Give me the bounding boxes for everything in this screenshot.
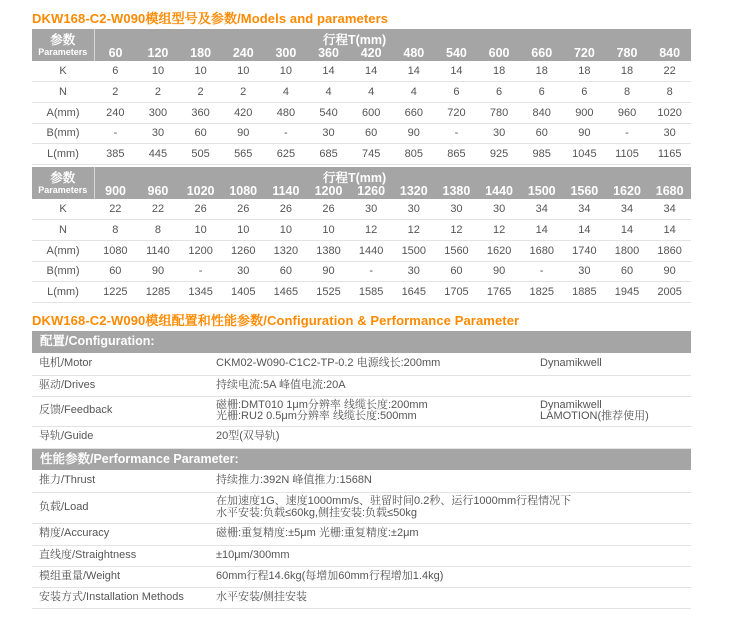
table-cell: 12 — [478, 220, 521, 241]
motor-value: CKM02-W090-C1C2-TP-0.2 电源线长:200mm — [216, 357, 441, 369]
load-line-2: 水平安装:负载≤60kg,侧挂安装:负载≤50kg — [216, 506, 417, 519]
table-cell: 30 — [478, 199, 521, 220]
stroke-header-cell: 720 — [563, 29, 606, 61]
weight-row — [32, 566, 691, 587]
feedback-line-2: 光栅:RU2 0.5μm分辨率 线缆长度:500mm — [216, 410, 417, 422]
table-cell: 1260 — [222, 240, 265, 261]
table-cell: 1825 — [520, 282, 563, 303]
row-label: L(mm) — [32, 144, 94, 165]
table-cell: 1885 — [563, 282, 606, 303]
row-label: K — [32, 199, 94, 220]
table-cell: 60 — [94, 261, 137, 282]
table-cell: 925 — [478, 144, 521, 165]
feedback-brand-1: Dynamikwell — [540, 398, 602, 411]
table-cell: 240 — [94, 102, 137, 123]
motor-label: 电机/Motor — [32, 353, 212, 375]
table-cell: 6 — [520, 82, 563, 103]
table-row — [32, 123, 691, 144]
table-cell: 1405 — [222, 282, 265, 303]
table-cell: - — [265, 123, 308, 144]
stroke-header-cell: 1020 — [179, 167, 222, 199]
table-cell: 1680 — [520, 240, 563, 261]
weight-value: 60mm行程14.6kg(每增加60mm行程增加1.4kg) — [212, 566, 691, 587]
table-cell: 2 — [94, 82, 137, 103]
performance-header: 性能参数/Performance Parameter: — [32, 448, 691, 470]
table-cell: 360 — [179, 102, 222, 123]
table-cell: 2 — [179, 82, 222, 103]
table-cell: 1560 — [435, 240, 478, 261]
stroke-header-cell: 300 — [265, 29, 308, 61]
table-cell: 30 — [137, 123, 180, 144]
table-cell: 60 — [179, 123, 222, 144]
thrust-value: 持续推力:392N 峰值推力:1568N — [212, 470, 691, 492]
table-cell: 1500 — [392, 240, 435, 261]
table-cell: 1105 — [606, 144, 649, 165]
table-cell: 1945 — [606, 282, 649, 303]
stroke-title: 行程T(mm) — [323, 171, 387, 185]
table-cell: 10 — [265, 220, 308, 241]
table-row — [32, 240, 691, 261]
table-cell: 660 — [392, 102, 435, 123]
row-label: K — [32, 61, 94, 82]
table-cell: 26 — [307, 199, 350, 220]
table-cell: - — [606, 123, 649, 144]
table-cell: 1020 — [648, 102, 691, 123]
table-cell: 1380 — [307, 240, 350, 261]
table-cell: 600 — [350, 102, 393, 123]
table-cell: 90 — [137, 261, 180, 282]
thrust-label: 推力/Thrust — [32, 470, 212, 492]
table-cell: 540 — [307, 102, 350, 123]
table-cell: 60 — [435, 261, 478, 282]
table-cell: 780 — [478, 102, 521, 123]
table-cell: 985 — [520, 144, 563, 165]
table-cell: 1585 — [350, 282, 393, 303]
motor-row — [32, 353, 691, 375]
table-cell: 30 — [307, 123, 350, 144]
stroke-header-cell: 480 — [392, 29, 435, 61]
load-label: 负载/Load — [32, 492, 212, 523]
table-row — [32, 82, 691, 103]
table-cell: 1225 — [94, 282, 137, 303]
parameters-header-cell — [32, 167, 94, 199]
table-row — [32, 282, 691, 303]
feedback-label: 反馈/Feedback — [32, 396, 212, 426]
table-cell: 10 — [222, 220, 265, 241]
parameters-header-en: Parameters — [38, 46, 88, 57]
table-cell: 840 — [520, 102, 563, 123]
table-cell: 805 — [392, 144, 435, 165]
table-cell: 34 — [606, 199, 649, 220]
table-cell: 1285 — [137, 282, 180, 303]
table-cell: 30 — [435, 199, 478, 220]
row-label: A(mm) — [32, 240, 94, 261]
straightness-label: 直线度/Straightness — [32, 545, 212, 566]
table-cell: 30 — [563, 261, 606, 282]
table-cell: 1465 — [265, 282, 308, 303]
table-cell: 18 — [520, 61, 563, 82]
table-cell: 12 — [350, 220, 393, 241]
table-cell: 10 — [137, 61, 180, 82]
table-cell: 4 — [392, 82, 435, 103]
table-cell: 26 — [265, 199, 308, 220]
table-row — [32, 220, 691, 241]
table-cell: 12 — [435, 220, 478, 241]
table-cell: 6 — [435, 82, 478, 103]
stroke-header-cell: 1560 — [563, 167, 606, 199]
row-label: B(mm) — [32, 123, 94, 144]
table-cell: 18 — [478, 61, 521, 82]
table-cell: 60 — [606, 261, 649, 282]
table-cell: 625 — [265, 144, 308, 165]
table-cell: 14 — [435, 61, 478, 82]
section-title-configuration: DKW168-C2-W090模组配置和性能参数/Configuration & Performance Parameter — [32, 313, 520, 328]
stroke-header-cell: 840 — [648, 29, 691, 61]
table-cell: 900 — [563, 102, 606, 123]
configuration-header-row — [32, 331, 691, 353]
table-cell: 60 — [265, 261, 308, 282]
drives-value: 持续电流:5A 峰值电流:20A — [212, 375, 691, 396]
table-cell: 6 — [563, 82, 606, 103]
table-cell: 1140 — [137, 240, 180, 261]
table-cell: 1525 — [307, 282, 350, 303]
table-cell: 30 — [392, 261, 435, 282]
table-cell: 90 — [478, 261, 521, 282]
table-cell: 745 — [350, 144, 393, 165]
table-cell: 90 — [307, 261, 350, 282]
table-cell: 2 — [222, 82, 265, 103]
table-cell: 960 — [606, 102, 649, 123]
table-cell: 14 — [392, 61, 435, 82]
installation-label: 安装方式/Installation Methods — [32, 587, 212, 608]
stroke-header-cell: 600 — [478, 29, 521, 61]
table-cell: 4 — [307, 82, 350, 103]
table-cell: 14 — [563, 220, 606, 241]
table-cell: 385 — [94, 144, 137, 165]
table-cell: 6 — [94, 61, 137, 82]
drives-row — [32, 375, 691, 396]
table-cell: 480 — [265, 102, 308, 123]
stroke-header-cell: 1200 — [307, 167, 350, 199]
guide-value: 20型(双导轨) — [212, 426, 691, 448]
weight-label: 模组重量/Weight — [32, 566, 212, 587]
table-cell: 60 — [350, 123, 393, 144]
table-cell: 1800 — [606, 240, 649, 261]
stroke-title: 行程T(mm) — [323, 33, 387, 47]
table-cell: 14 — [648, 220, 691, 241]
table-cell: 14 — [606, 220, 649, 241]
table-cell: 1080 — [94, 240, 137, 261]
feedback-row — [32, 396, 691, 426]
table-cell: 4 — [350, 82, 393, 103]
parameters-header-en: Parameters — [38, 184, 88, 195]
table-cell: 10 — [179, 61, 222, 82]
table-cell: 30 — [648, 123, 691, 144]
stroke-header-cell: 420 — [350, 29, 393, 61]
table-cell: 4 — [265, 82, 308, 103]
installation-row — [32, 587, 691, 608]
table-cell: 1045 — [563, 144, 606, 165]
table-cell: 12 — [392, 220, 435, 241]
table-cell: 1200 — [179, 240, 222, 261]
stroke-header-cell: 1260 — [350, 167, 393, 199]
table-cell: 420 — [222, 102, 265, 123]
table-cell: 1320 — [265, 240, 308, 261]
table-cell: 10 — [222, 61, 265, 82]
table-cell: 2 — [137, 82, 180, 103]
table-cell: 34 — [648, 199, 691, 220]
table-cell: 1740 — [563, 240, 606, 261]
table-cell: 14 — [307, 61, 350, 82]
stroke-header-cell: 960 — [137, 167, 180, 199]
table-cell: 30 — [392, 199, 435, 220]
table-cell: 1860 — [648, 240, 691, 261]
table-cell: 8 — [137, 220, 180, 241]
table-cell: 445 — [137, 144, 180, 165]
table-cell: 1165 — [648, 144, 691, 165]
table-cell: 1705 — [435, 282, 478, 303]
table-cell: 22 — [137, 199, 180, 220]
stroke-header-cell: 1140 — [265, 167, 308, 199]
table-cell: 30 — [478, 123, 521, 144]
table-cell: - — [350, 261, 393, 282]
drives-label: 驱动/Drives — [32, 375, 212, 396]
table-row — [32, 61, 691, 82]
table-cell: - — [179, 261, 222, 282]
table-cell: 90 — [392, 123, 435, 144]
parameters-header-cn: 参数 — [50, 32, 76, 47]
table-cell: 10 — [265, 61, 308, 82]
table-cell: 8 — [648, 82, 691, 103]
motor-brand: Dynamikwell — [540, 357, 602, 369]
section-title-models: DKW168-C2-W090模组型号及参数/Models and parameters — [32, 11, 389, 26]
load-row — [32, 492, 691, 523]
models-parameters-table-2 — [32, 167, 691, 303]
table-cell: 18 — [563, 61, 606, 82]
stroke-header-cell: 780 — [606, 29, 649, 61]
table-cell: 90 — [222, 123, 265, 144]
accuracy-label: 精度/Accuracy — [32, 523, 212, 545]
stroke-header-cell: 1620 — [606, 167, 649, 199]
stroke-header-cell: 900 — [94, 167, 137, 199]
table-cell: 720 — [435, 102, 478, 123]
feedback-line-1: 磁栅:DMT010 1μm分辨率 线缆长度:200mm — [216, 398, 428, 411]
table-row — [32, 102, 691, 123]
load-line-1: 在加速度1G、速度1000mm/s、驻留时间0.2秒、运行1000mm行程情况下 — [216, 495, 572, 507]
stroke-header-cell: 1320 — [392, 167, 435, 199]
row-label: A(mm) — [32, 102, 94, 123]
table-cell: 1620 — [478, 240, 521, 261]
accuracy-value: 磁栅:重复精度:±5μm 光栅:重复精度:±2μm — [212, 523, 691, 545]
table-cell: 505 — [179, 144, 222, 165]
configuration-performance-table — [32, 331, 691, 609]
stroke-header-cell: 1680 — [648, 167, 691, 199]
stroke-header-cell: 60 — [94, 29, 137, 61]
table-cell: 1440 — [350, 240, 393, 261]
table-cell: - — [435, 123, 478, 144]
table-cell: 22 — [648, 61, 691, 82]
thrust-row — [32, 470, 691, 492]
table-cell: 60 — [520, 123, 563, 144]
table-cell: - — [94, 123, 137, 144]
table-cell: 10 — [307, 220, 350, 241]
table-cell: 300 — [137, 102, 180, 123]
installation-value: 水平安装/侧挂安装 — [212, 587, 691, 608]
table-cell: 8 — [606, 82, 649, 103]
straightness-row — [32, 545, 691, 566]
row-label: N — [32, 82, 94, 103]
table-cell: 14 — [520, 220, 563, 241]
models-parameters-table-1 — [32, 29, 691, 165]
stroke-header-cell: 120 — [137, 29, 180, 61]
straightness-value: ±10μm/300mm — [212, 545, 691, 566]
stroke-header-cell: 360 — [307, 29, 350, 61]
stroke-header-cell: 660 — [520, 29, 563, 61]
row-label: N — [32, 220, 94, 241]
table-cell: 565 — [222, 144, 265, 165]
table-cell: 34 — [520, 199, 563, 220]
configuration-header: 配置/Configuration: — [32, 331, 691, 353]
table-row — [32, 261, 691, 282]
table-cell: 1645 — [392, 282, 435, 303]
table-cell: - — [520, 261, 563, 282]
table-cell: 22 — [94, 199, 137, 220]
table-cell: 26 — [222, 199, 265, 220]
table-row — [32, 144, 691, 165]
table-cell: 30 — [350, 199, 393, 220]
table-cell: 6 — [478, 82, 521, 103]
stroke-header-cell: 1380 — [435, 167, 478, 199]
table-cell: 2005 — [648, 282, 691, 303]
stroke-header-cell: 540 — [435, 29, 478, 61]
table-cell: 8 — [94, 220, 137, 241]
stroke-header-cell: 1440 — [478, 167, 521, 199]
guide-row — [32, 426, 691, 448]
table-cell: 10 — [179, 220, 222, 241]
accuracy-row — [32, 523, 691, 545]
table-cell: 865 — [435, 144, 478, 165]
table-cell: 1345 — [179, 282, 222, 303]
table-row — [32, 199, 691, 220]
stroke-header-cell: 240 — [222, 29, 265, 61]
table-cell: 14 — [350, 61, 393, 82]
parameters-header-cn: 参数 — [50, 170, 76, 185]
table-cell: 30 — [222, 261, 265, 282]
guide-label: 导轨/Guide — [32, 426, 212, 448]
row-label: B(mm) — [32, 261, 94, 282]
table-cell: 90 — [563, 123, 606, 144]
performance-header-row — [32, 448, 691, 470]
table-cell: 685 — [307, 144, 350, 165]
stroke-header-cell: 1080 — [222, 167, 265, 199]
row-label: L(mm) — [32, 282, 94, 303]
table-cell: 34 — [563, 199, 606, 220]
feedback-brand-2: LAMOTION(推荐使用) — [540, 410, 649, 422]
stroke-header-cell: 180 — [179, 29, 222, 61]
table-cell: 90 — [648, 261, 691, 282]
stroke-header-cell: 1500 — [520, 167, 563, 199]
table-cell: 1765 — [478, 282, 521, 303]
table-cell: 18 — [606, 61, 649, 82]
table-cell: 26 — [179, 199, 222, 220]
parameters-header-cell — [32, 29, 94, 61]
